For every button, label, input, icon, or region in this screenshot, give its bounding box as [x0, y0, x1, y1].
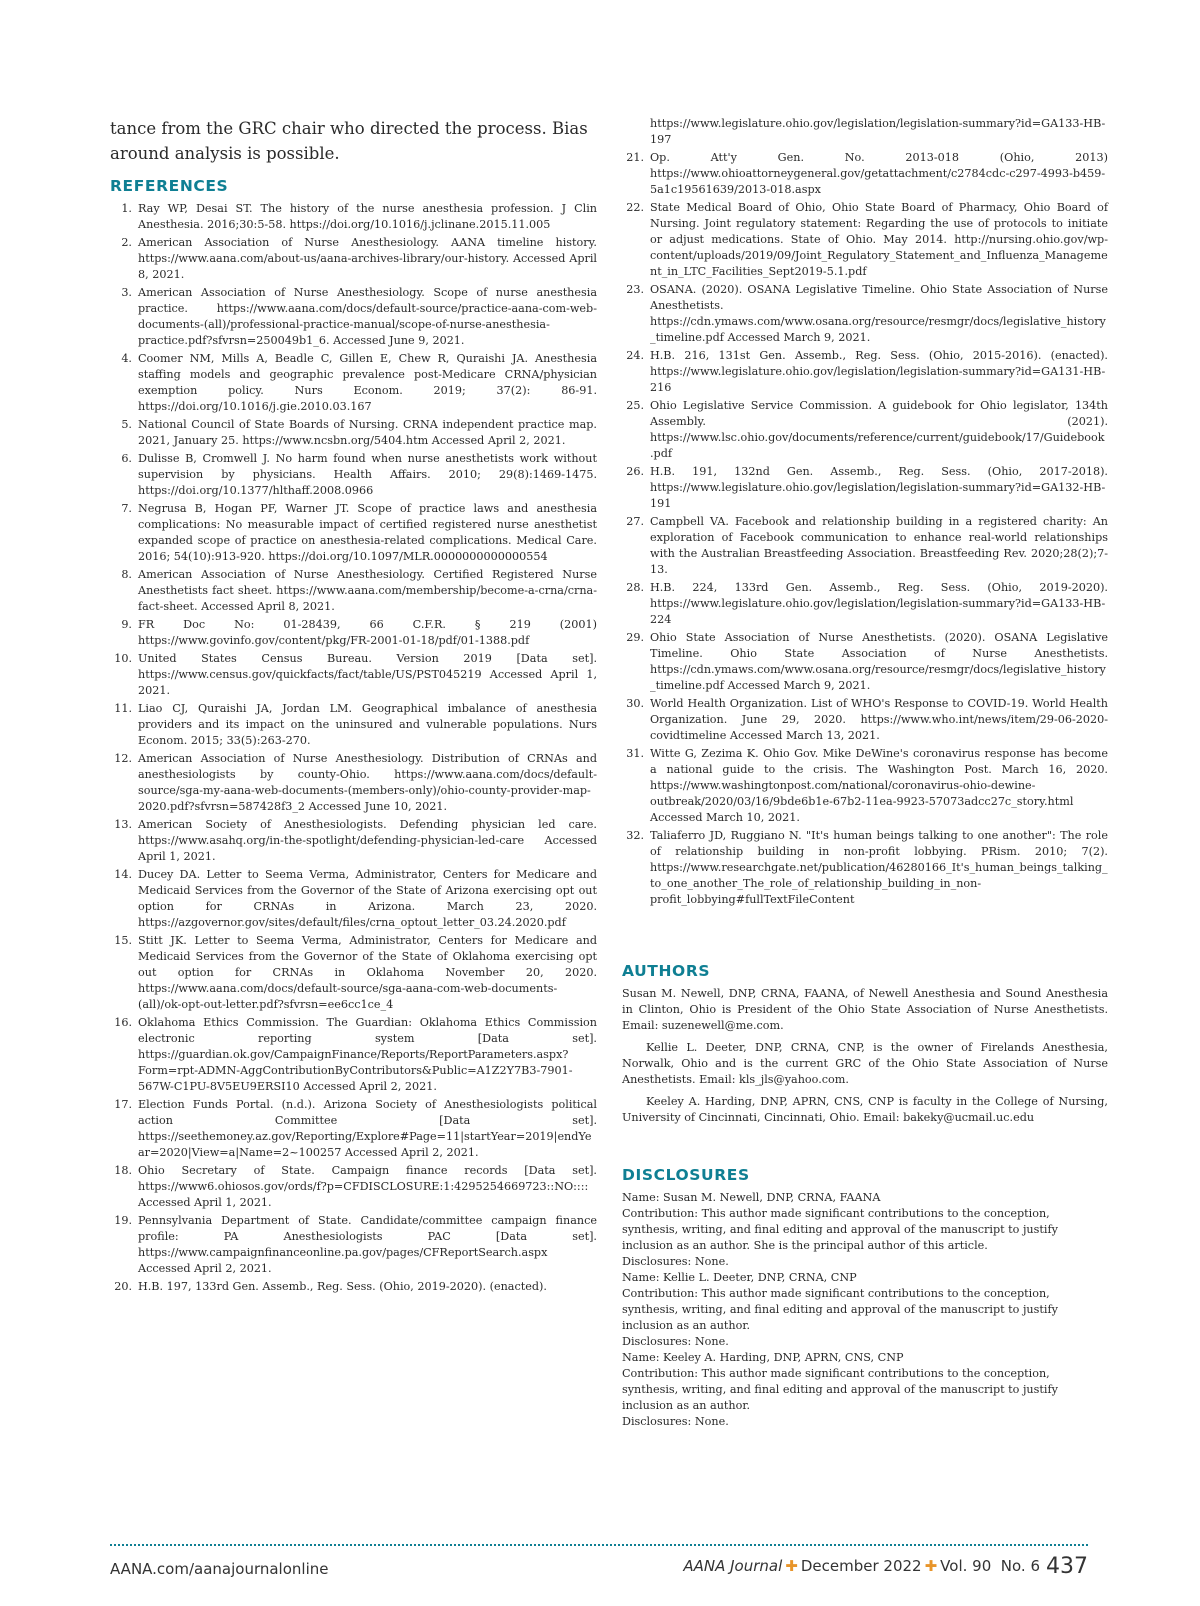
disclosure-contribution: Contribution: This author made significant contributions to the conception, synthesis, writing, and final editing and approval of the manuscript to justify inclusion as an author. — [622, 1367, 1058, 1412]
reference-item — [110, 933, 597, 1013]
reference-text: Witte G, Zezima K. Ohio Gov. Mike DeWine's coronavirus response has become a national guide to the crisis. The Washington Post. March 16, 2020. https://www.washingtonpost.com/national/coronavirus-ohio-dewine-outbreak/2020/03/16/9bde6b1e-67b2-11ea-9923-57073adcc27c_story.html Accessed March 10, 2021. — [650, 747, 1108, 824]
reference-text: Ohio Secretary of State. Campaign finance records [Data set]. https://www6.ohiosos.gov/ords/f?p=CFDISCLOSURE:1:4295254669723::NO:::: Accessed April 1, 2021. — [138, 1164, 597, 1209]
reference-item — [110, 817, 597, 865]
reference-text: Pennsylvania Department of State. Candidate/committee campaign finance profile: PA Anesthesiologists PAC [Data set]. https://www.campaignfinanceonline.pa.gov/pages/CFReportSearch.aspx Accessed April 2, 2021. — [138, 1214, 597, 1275]
reference-number: 23. — [626, 283, 644, 296]
reference-item — [110, 501, 597, 565]
authors-heading: AUTHORS — [622, 962, 711, 980]
reference-item — [110, 351, 597, 415]
reference-number: 26. — [626, 465, 644, 478]
footer-divider — [110, 1544, 1088, 1546]
reference-item — [622, 282, 1108, 346]
disclosure-contribution: Contribution: This author made significant contributions to the conception, synthesis, writing, and final editing and approval of the manuscript to justify inclusion as an author. — [622, 1287, 1058, 1332]
references-list-right — [622, 150, 1108, 910]
reference-item — [110, 701, 597, 749]
reference-item — [110, 651, 597, 699]
disclosures-heading: DISCLOSURES — [622, 1166, 750, 1184]
reference-number: 22. — [626, 201, 644, 214]
reference-item — [110, 1213, 597, 1277]
reference-item — [622, 828, 1108, 908]
author-bio-newell: Susan M. Newell, DNP, CRNA, FAANA, of Newell Anesthesia and Sound Anesthesia in Clinton, Ohio is President of the Ohio State Association of Nurse Anesthetists. Email: suzenewell@me.com. — [622, 987, 1108, 1032]
disclosure-statement: Disclosures: None. — [622, 1335, 729, 1348]
reference-item — [110, 617, 597, 649]
reference-item — [622, 630, 1108, 694]
reference-number: 13. — [114, 818, 132, 831]
reference-text: FR Doc No: 01-28439, 66 C.F.R. § 219 (2001) https://www.govinfo.gov/content/pkg/FR-2001-01-18/pdf/01-1388.pdf — [138, 618, 597, 647]
reference-text: H.B. 216, 131st Gen. Assemb., Reg. Sess. (Ohio, 2015-2016). (enacted). https://www.legislature.ohio.gov/legislation/legislation-summary?id=GA131-HB-216 — [650, 349, 1108, 394]
reference-item — [622, 348, 1108, 396]
footer-journal-name: AANA Journal — [683, 1557, 783, 1575]
reference-number: 4. — [121, 352, 132, 365]
reference-text: American Association of Nurse Anesthesiology. AANA timeline history. https://www.aana.com/about-us/aana-archives-library/our-history. Accessed April 8, 2021. — [138, 236, 597, 281]
disclosure-statement: Disclosures: None. — [622, 1415, 729, 1428]
reference-text: Election Funds Portal. (n.d.). Arizona Society of Anesthesiologists political action Committee [Data set]. https://seethemoney.az.gov/Reporting/Explore#Page=11|startYear=2019|endYear=2020|View=a|Name=2~100257 Accessed April 2, 2021. — [138, 1098, 597, 1159]
plus-separator-icon: ✚ — [924, 1557, 938, 1575]
reference-text: Op. Att'y Gen. No. 2013-018 (Ohio, 2013) https://www.ohioattorneygeneral.gov/getattachment/c2784cdc-c297-4993-b459-5a1c19561639/2013-018.aspx — [650, 151, 1108, 196]
references-list-left — [110, 201, 597, 1297]
reference-number: 15. — [114, 934, 132, 947]
reference-item — [110, 235, 597, 283]
reference-number: 5. — [121, 418, 132, 431]
reference-20-continuation — [622, 116, 1108, 148]
footer-citation — [683, 1554, 1088, 1579]
reference-number: 7. — [121, 502, 132, 515]
reference-number: 3. — [121, 286, 132, 299]
reference-number: 25. — [626, 399, 644, 412]
reference-item — [110, 1015, 597, 1095]
reference-text: Dulisse B, Cromwell J. No harm found when nurse anesthetists work without supervision by physicians. Health Affairs. 2010; 29(8):1469-1475. https://doi.org/10.1377/hlthaff.2008.0966 — [138, 452, 597, 497]
footer-volume: Vol. 90 No. 6 — [940, 1557, 1040, 1575]
reference-text: Campbell VA. Facebook and relationship building in a registered charity: An exploration of Facebook communication to enhance real-world relationships with the Australian Breastfeeding Association. Breastfeeding Rev. 2020;28(2);7-13. — [650, 515, 1108, 576]
reference-number: 10. — [114, 652, 132, 665]
reference-number: 12. — [114, 752, 132, 765]
reference-item — [110, 1163, 597, 1211]
reference-number: 8. — [121, 568, 132, 581]
disclosure-name: Name: Kellie L. Deeter, DNP, CRNA, CNP — [622, 1271, 857, 1284]
reference-number: 17. — [114, 1098, 132, 1111]
reference-text: OSANA. (2020). OSANA Legislative Timeline. Ohio State Association of Nurse Anesthetists. https://cdn.ymaws.com/www.osana.org/resource/resmgr/docs/legislative_history_timeline.pdf Accessed March 9, 2021. — [650, 283, 1108, 344]
reference-text: H.B. 224, 133rd Gen. Assemb., Reg. Sess. (Ohio, 2019-2020). https://www.legislature.ohio.gov/legislation/legislation-summary?id=GA133-HB-224 — [650, 581, 1108, 626]
reference-number: 6. — [121, 452, 132, 465]
reference-number: 19. — [114, 1214, 132, 1227]
disclosure-contribution: Contribution: This author made significant contributions to the conception, synthesis, writing, and final editing and approval of the manuscript to justify inclusion as an author. She is the principal author of this article. — [622, 1207, 1058, 1252]
reference-number: 27. — [626, 515, 644, 528]
reference-number: 28. — [626, 581, 644, 594]
reference-item — [622, 696, 1108, 744]
disclosure-name: Name: Susan M. Newell, DNP, CRNA, FAANA — [622, 1191, 881, 1204]
reference-item — [110, 867, 597, 931]
reference-text: World Health Organization. List of WHO's Response to COVID-19. World Health Organization. June 29, 2020. https://www.who.int/news/item/29-06-2020-covidtimeline Accessed March 13, 2021. — [650, 697, 1108, 742]
reference-text: American Society of Anesthesiologists. Defending physician led care. https://www.asahq.org/in-the-spotlight/defending-physician-led-care Accessed April 1, 2021. — [138, 818, 597, 863]
reference-text: Ray WP, Desai ST. The history of the nurse anesthesia profession. J Clin Anesthesia. 2016;30:5-58. https://doi.org/10.1016/j.jclinane.2015.11.005 — [138, 202, 597, 231]
reference-item — [110, 1097, 597, 1161]
footer-website-link[interactable]: AANA.com/aanajournalonline — [110, 1560, 329, 1578]
reference-text: American Association of Nurse Anesthesiology. Distribution of CRNAs and anesthesiologists by county-Ohio. https://www.aana.com/docs/default-source/sga-my-aana-web-documents-(members-only)/ohio-county-provider-map-2020.pdf?sfvrsn=587428f3_2 Accessed June 10, 2021. — [138, 752, 597, 813]
reference-number: 2. — [121, 236, 132, 249]
reference-number: 11. — [114, 702, 132, 715]
footer-date: December 2022 — [800, 1557, 922, 1575]
reference-number: 1. — [121, 202, 132, 215]
reference-number: 31. — [626, 747, 644, 760]
intro-text: tance from the GRC chair who directed the process. Bias around analysis is possible. — [110, 119, 588, 163]
reference-text: Taliaferro JD, Ruggiano N. "It's human beings talking to one another": The role of relationship building in non-profit lobbying. PRism. 2010; 7(2). https://www.researchgate.net/publication/46280166_It's_human_beings_talking_to_one_another_The_role_of_relationship_building_in_non-profit_lobbying#fullTextFileContent — [650, 829, 1108, 906]
page-number: 437 — [1046, 1554, 1088, 1579]
reference-text: State Medical Board of Ohio, Ohio State Board of Pharmacy, Ohio Board of Nursing. Joint regulatory statement: Regarding the use of protocols to initiate or adjust medications. State of Ohio. May 2014. http://nursing.ohio.gov/wp-content/uploads/2019/09/Joint_Regulatory_Statement_and_Influenza_Management_in_LTC_Facilities_Sept2019-5.1.pdf — [650, 201, 1108, 278]
author-bio-deeter: Kellie L. Deeter, DNP, CRNA, CNP, is the owner of Firelands Anesthesia, Norwalk, Ohio and is the current GRC of the Ohio State Association of Nurse Anesthetists. Email: kls_jls@yahoo.com. — [622, 1041, 1108, 1086]
reference-item — [622, 746, 1108, 826]
disclosure-statement: Disclosures: None. — [622, 1255, 729, 1268]
reference-number: 24. — [626, 349, 644, 362]
reference-text: Oklahoma Ethics Commission. The Guardian: Oklahoma Ethics Commission electronic reporting system [Data set]. https://guardian.ok.gov/CampaignFinance/Reports/ReportParameters.aspx?Form=rpt-ADMN-AggContributionByContributors&Public=A1Z2Y7B3-7901-567W-C1PU-8V5EU9ERSI10 Accessed April 2, 2021. — [138, 1016, 597, 1093]
author-bio-harding: Keeley A. Harding, DNP, APRN, CNS, CNP is faculty in the College of Nursing, University of Cincinnati, Cincinnati, Ohio. Email: bakeky@ucmail.uc.edu — [622, 1095, 1108, 1124]
reference-text: H.B. 191, 132nd Gen. Assemb., Reg. Sess. (Ohio, 2017-2018). https://www.legislature.ohio.gov/legislation/legislation-summary?id=GA132-HB-191 — [650, 465, 1108, 510]
reference-text: Ohio State Association of Nurse Anesthetists. (2020). OSANA Legislative Timeline. Ohio State Association of Nurse Anesthetists. https://cdn.ymaws.com/www.osana.org/resource/resmgr/docs/legislative_history_timeline.pdf Accessed March 9, 2021. — [650, 631, 1108, 692]
reference-text: H.B. 197, 133rd Gen. Assemb., Reg. Sess. (Ohio, 2019-2020). (enacted). — [138, 1280, 547, 1293]
disclosures-block — [622, 1190, 1108, 1430]
reference-text: National Council of State Boards of Nursing. CRNA independent practice map. 2021, January 25. https://www.ncsbn.org/5404.htm Accessed April 2, 2021. — [138, 418, 597, 447]
reference-number: 21. — [626, 151, 644, 164]
reference-number: 16. — [114, 1016, 132, 1029]
reference-item — [622, 398, 1108, 462]
plus-separator-icon: ✚ — [785, 1557, 798, 1575]
reference-item — [110, 567, 597, 615]
disclosure-name: Name: Keeley A. Harding, DNP, APRN, CNS, CNP — [622, 1351, 904, 1364]
reference-text: United States Census Bureau. Version 2019 [Data set]. https://www.census.gov/quickfacts/fact/table/US/PST045219 Accessed April 1, 2021. — [138, 652, 597, 697]
reference-item — [622, 580, 1108, 628]
reference-text: Stitt JK. Letter to Seema Verma, Administrator, Centers for Medicare and Medicaid Services from the Governor of the State of Oklahoma exercising opt out option for CRNAs in Oklahoma November 20, 2020. https://www.aana.com/docs/default-source/sga-aana-com-web-documents-(all)/ok-opt-out-letter.pdf?sfvrsn=ee6cc1ce_4 — [138, 934, 597, 1011]
reference-item — [622, 200, 1108, 280]
reference-item — [622, 514, 1108, 578]
reference-text: Coomer NM, Mills A, Beadle C, Gillen E, Chew R, Quraishi JA. Anesthesia staffing models and geographic prevalence post-Medicare CRNA/physician exemption policy. Nurs Econom. 2019; 37(2): 86-91. https://doi.org/10.1016/j.gie.2010.03.167 — [138, 352, 597, 413]
reference-text: Ducey DA. Letter to Seema Verma, Administrator, Centers for Medicare and Medicaid Services from the Governor of the State of Arizona exercising opt out option for CRNAs in Arizona. March 23, 2020. https://azgovernor.gov/sites/default/files/crna_optout_letter_03.24.2020.pdf — [138, 868, 597, 929]
reference-number: 32. — [626, 829, 644, 842]
reference-text: American Association of Nurse Anesthesiology. Scope of nurse anesthesia practice. https://www.aana.com/docs/default-source/practice-aana-com-web-documents-(all)/professional-practice-manual/scope-of-nurse-anesthesia-practice.pdf?sfvrsn=250049b1_6. Accessed June 9, 2021. — [138, 286, 597, 347]
references-heading: REFERENCES — [110, 177, 229, 195]
reference-number: 20. — [114, 1280, 132, 1293]
reference-number: 14. — [114, 868, 132, 881]
reference-number: 18. — [114, 1164, 132, 1177]
reference-text: Ohio Legislative Service Commission. A guidebook for Ohio legislator, 134th Assembly. (2021). https://www.lsc.ohio.gov/documents/reference/current/guidebook/17/Guidebook.pdf — [650, 399, 1108, 460]
reference-text: Liao CJ, Quraishi JA, Jordan LM. Geographical imbalance of anesthesia providers and its impact on the uninsured and vulnerable populations. Nurs Econom. 2015; 33(5):263-270. — [138, 702, 597, 747]
reference-item — [110, 451, 597, 499]
reference-item — [622, 150, 1108, 198]
reference-number: 29. — [626, 631, 644, 644]
reference-number: 9. — [121, 618, 132, 631]
reference-text: Negrusa B, Hogan PF, Warner JT. Scope of practice laws and anesthesia complications: No measurable impact of certified registered nurse anesthetist expanded scope of practice on anesthesia-related complications. Medical Care. 2016; 54(10):913-920. https://doi.org/10.1097/MLR.0000000000000554 — [138, 502, 597, 563]
reference-text: https://www.legislature.ohio.gov/legislation/legislation-summary?id=GA133-HB-197 — [650, 117, 1106, 146]
reference-item — [110, 417, 597, 449]
reference-item — [110, 285, 597, 349]
reference-item — [622, 464, 1108, 512]
reference-item — [110, 201, 597, 233]
reference-item — [110, 751, 597, 815]
reference-text: American Association of Nurse Anesthesiology. Certified Registered Nurse Anesthetists fact sheet. https://www.aana.com/membership/become-a-crna/crna-fact-sheet. Accessed April 8, 2021. — [138, 568, 597, 613]
reference-number: 30. — [626, 697, 644, 710]
reference-item — [110, 1279, 597, 1295]
